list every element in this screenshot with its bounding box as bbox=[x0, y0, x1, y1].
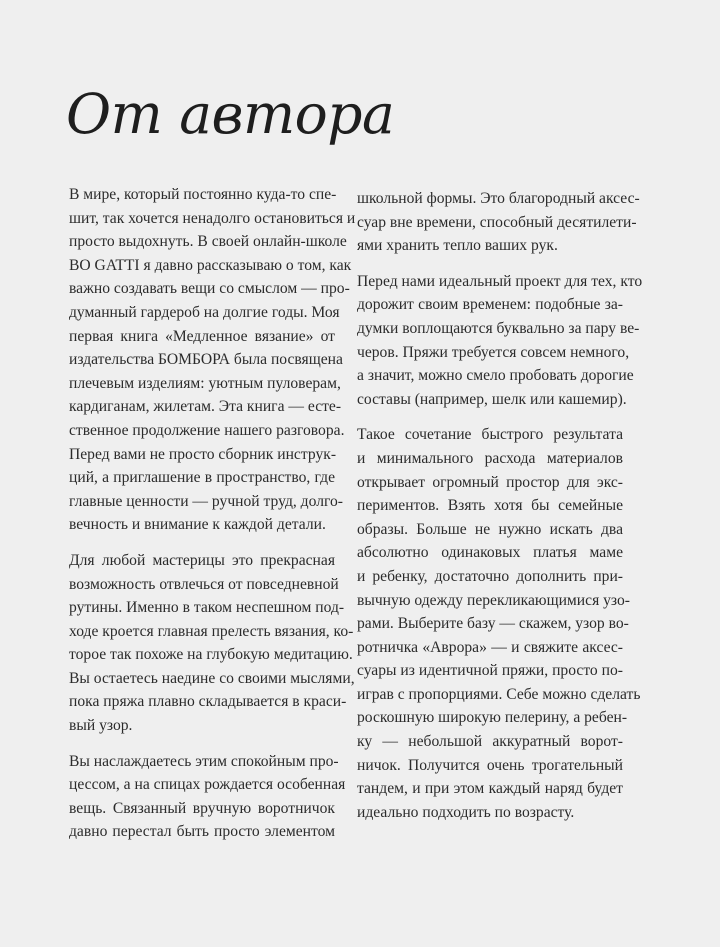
text-line: Для любой мастерицы это прекрасная bbox=[69, 551, 335, 569]
paragraph bbox=[69, 750, 346, 844]
text-line: первая книга «Медленное вязание» от bbox=[69, 327, 335, 345]
text-line: рутины. Именно в таком неспешном под- bbox=[69, 599, 345, 617]
text-line: открывает огромный простор для экс- bbox=[357, 473, 623, 491]
text-line: кардиганам, жилетам. Эта книга — есте- bbox=[69, 398, 342, 416]
text-line: Перед нами идеальный проект для тех, кто bbox=[357, 272, 643, 290]
text-line: черов. Пряжи требуется совсем немного, bbox=[357, 343, 630, 361]
text-line: торое так похоже на глубокую медитацию. bbox=[69, 646, 353, 664]
paragraph bbox=[357, 270, 643, 412]
text-line: вещь. Связанный вручную воротничок bbox=[69, 799, 335, 817]
text-line: пока пряжа плавно складывается в краси- bbox=[69, 693, 347, 711]
text-line: периментов. Взять хотя бы семейные bbox=[357, 497, 623, 515]
text-line: образы. Больше не нужно искать два bbox=[357, 520, 623, 538]
text-line: и ребенку, достаточно дополнить при- bbox=[357, 567, 623, 585]
text-line: суар вне времени, способный десятилети- bbox=[357, 213, 637, 231]
text-line: BO GATTI я давно рассказываю о том, как bbox=[69, 256, 352, 274]
text-line: составы (например, шелк или кашемир). bbox=[357, 390, 627, 408]
text-line: абсолютно одинаковых платья маме bbox=[357, 544, 623, 562]
paragraph bbox=[357, 187, 640, 258]
text-line: рами. Выберите базу — скажем, узор во- bbox=[357, 615, 629, 633]
paragraph bbox=[69, 549, 355, 738]
text-line: ями хранить тепло ваших рук. bbox=[357, 237, 558, 255]
text-line: ничок. Получится очень трогательный bbox=[357, 756, 623, 774]
text-line: Вы наслаждаетесь этим спокойным про- bbox=[69, 752, 339, 770]
text-line: тандем, и при этом каждый наряд будет bbox=[357, 780, 623, 798]
text-line: вечность и внимание к каждой детали. bbox=[69, 516, 326, 534]
text-line: ций, а приглашение в пространство, где bbox=[69, 469, 335, 487]
text-line: В мире, который постоянно куда-то спе- bbox=[69, 186, 337, 203]
text-line: а значит, можно смело пробовать дорогие bbox=[357, 367, 634, 385]
text-line: ственное продолжение нашего разговора. bbox=[69, 421, 345, 439]
text-line: ходе кроется главная прелесть вязания, ко- bbox=[69, 622, 354, 640]
page-title: От автора bbox=[66, 82, 395, 146]
left-text-column bbox=[69, 183, 356, 856]
text-line: главные ценности — ручной труд, долго- bbox=[69, 492, 343, 510]
right-text-column bbox=[357, 187, 643, 836]
text-line: шит, так хочется ненадолго остановиться и bbox=[69, 209, 356, 227]
text-line: цессом, а на спицах рождается особенная bbox=[69, 776, 346, 794]
text-line: суары из идентичной пряжи, просто по- bbox=[357, 662, 623, 680]
paragraph bbox=[357, 423, 641, 824]
text-line: Вы остаетесь наедине со своими мыслями, bbox=[69, 669, 355, 687]
text-line: плечевым изделиям: уютным пуловерам, bbox=[69, 374, 341, 392]
text-line: ку — небольшой аккуратный ворот- bbox=[357, 733, 623, 751]
text-line: дорожит своим временем: подобные за- bbox=[357, 296, 623, 314]
paragraph bbox=[69, 183, 356, 537]
text-line: думанный гардероб на долгие годы. Моя bbox=[69, 303, 340, 321]
text-line: и минимального расхода материалов bbox=[357, 449, 623, 467]
text-line: роскошную широкую пелерину, а ребен- bbox=[357, 709, 628, 727]
text-line: просто выдохнуть. В своей онлайн-школе bbox=[69, 233, 347, 251]
text-line: Такое сочетание быстрого результата bbox=[357, 426, 623, 444]
text-line: вый узор. bbox=[69, 717, 133, 735]
text-line: Перед вами не просто сборник инструк- bbox=[69, 445, 337, 463]
text-line: ротничка «Аврора» — и свяжите аксес- bbox=[357, 638, 623, 656]
text-line: давно перестал быть просто элементом bbox=[69, 823, 335, 841]
text-line: важно создавать вещи со смыслом — про- bbox=[69, 280, 350, 298]
text-line: думки воплощаются буквально за пару ве- bbox=[357, 319, 640, 337]
text-line: возможность отвлечься от повседневной bbox=[69, 575, 339, 593]
text-line: школьной формы. Это благородный аксес- bbox=[357, 190, 640, 207]
text-line: издательства БОМБОРА была посвящена bbox=[69, 351, 343, 369]
text-line: вычную одежду перекликающимися узо- bbox=[357, 591, 630, 609]
text-line: идеально подходить по возрасту. bbox=[357, 803, 575, 821]
text-line: играв с пропорциями. Себе можно сделать bbox=[357, 685, 641, 703]
